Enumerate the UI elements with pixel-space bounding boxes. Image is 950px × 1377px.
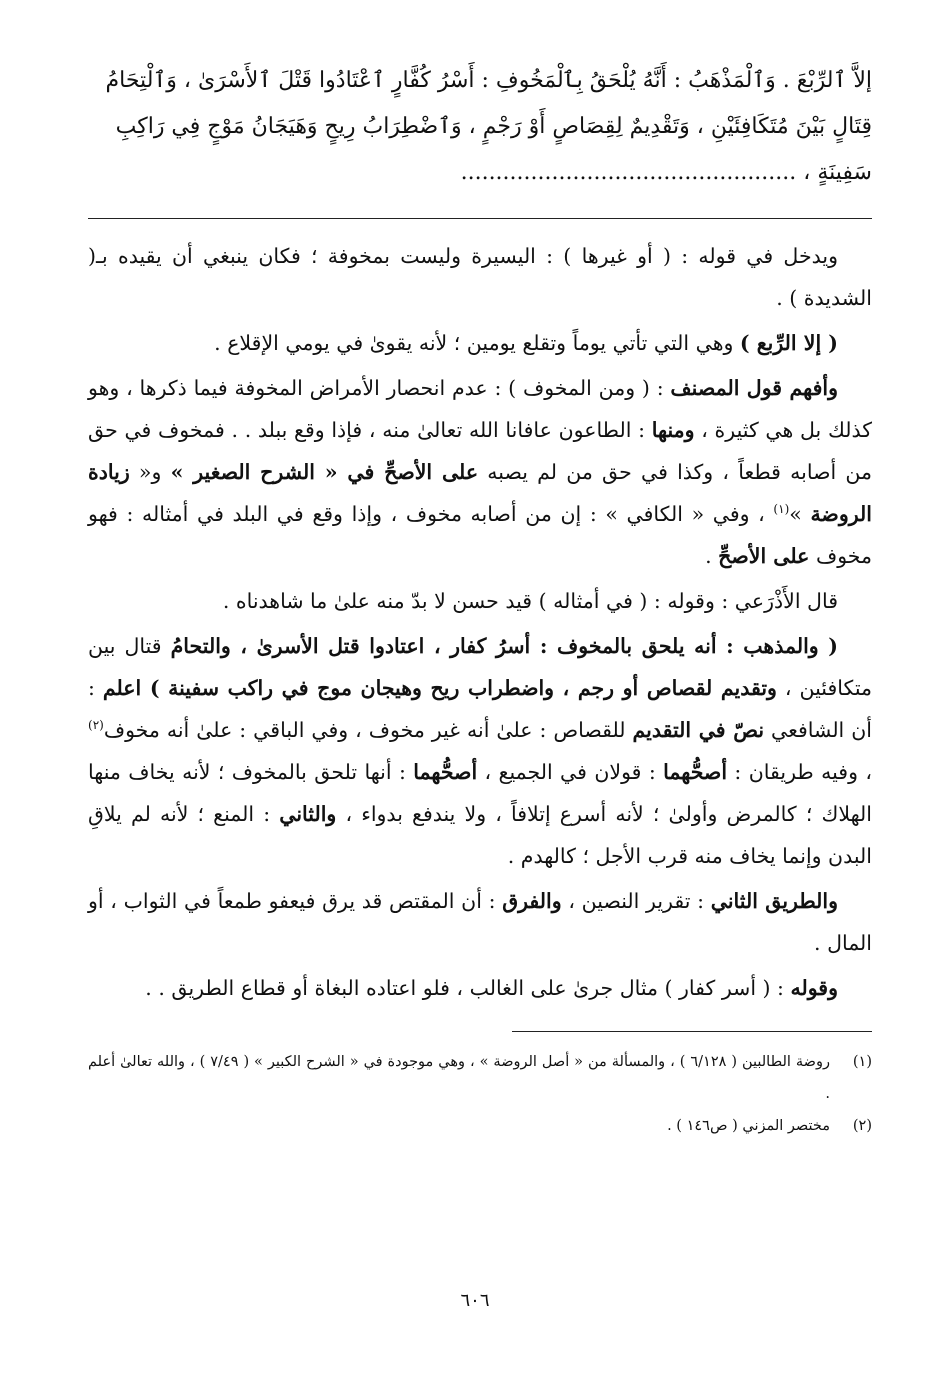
text-run: ، وفي « الكافي » : إن من أصابه مخوف ، وإذا وقع في البلد في أمثاله : فهو مخوف [88,502,872,568]
footnote [88,1110,872,1142]
bold-phrase: والثاني [279,802,337,826]
text-run: » [789,502,811,526]
bold-phrase: والطريق الثاني [710,889,839,913]
bold-phrase: والفرق [502,889,562,913]
book-page [88,58,872,1377]
sharh-text [88,235,872,1009]
bold-phrase: ( إلا الرِّبع ) [739,331,838,355]
bold-phrase: ومنها [651,418,695,442]
paragraph [88,880,872,964]
footnote-marker[interactable]: (١) [773,502,790,517]
text-run: : الطاعون عافانا الله تعالىٰ منه ، فإذا وقع ببلد . . فمخوف في حق من أصابه قطعاً ، وكذا في حق من لم يصبه [88,418,872,484]
matn-separator [88,218,872,219]
text-run: قتال بين متكافئين ، [88,634,872,700]
paragraph: ويدخل في قوله : ( أو غيرها ) : اليسيرة وليست بمخوفة ؛ فكان ينبغي أن يقيده بـ( الشديدة ) . [88,244,872,310]
text-run: و« [129,460,171,484]
matn-line-text: سَفِينَةٍ ، [803,160,872,185]
text-run: وهي التي تأتي يوماً وتقلع يومين ؛ لأنه يقوىٰ في يومي الإقلاع . [214,331,740,355]
bold-phrase: نصّ في التقديم [632,718,765,742]
text-run: : تقرير النصين ، [561,889,711,913]
footnote [88,1046,872,1110]
footnotes [88,1046,872,1142]
text-run: للقصاص : علىٰ أنه غير مخوف ، وفي الباقي : علىٰ أنه مخوف [103,718,633,742]
bold-phrase: وأفهم قول المصنف [670,376,838,400]
bold-phrase: وقوله [790,976,838,1000]
text-run: ، وفيه طريقان : [727,760,873,784]
bold-phrase: على الأصحِّ [718,544,810,568]
text-run: : المنع ؛ لأنه لم يلاقِ البدن وإنما يخاف منه قرب الأجل ؛ كالهدم . [88,802,872,868]
paragraph [88,625,872,877]
bold-phrase: أصحُّهما [663,760,728,784]
matn-text [88,58,872,196]
text-run: : أن الشافعي [88,676,872,742]
bold-phrase: وتقديم لقصاص أو رجم ، واضطراب ريح وهيجان موج في راكب سفينة ) اعلم [102,676,777,700]
footnote-text: مختصر المزني ( ص١٤٦ ) . [667,1118,830,1134]
bold-phrase: على الأصحِّ في « الشرح الصغير » [170,460,479,484]
matn-line: إلاَّ ٱلرِّبْعَ . وَٱلْمَذْهَبُ : أَنَّهُ يُلْحَقُ بِٱلْمَخُوفِ : أَسْرُ كُفَّارٍ ٱعْتَادُوا قَتْلَ ٱلأَسْرَىٰ ، وَٱلْتِحَامُ [105,68,872,93]
paragraph: قال الأَذْرَعي : وقوله : ( في أمثاله ) قيد حسن لا بدّ منه علىٰ ما شاهدناه . [222,589,838,613]
paragraph [88,967,872,1009]
footnote-text: روضة الطالبين ( ٦/١٢٨ ) ، والمسألة من « أصل الروضة » ، وهي موجودة في « الشرح الكبير » ( ٧/٤٩ ) ، والله تعالىٰ أعلم . [88,1054,830,1102]
footnote-separator [512,1031,872,1032]
text-run: : أنها تلحق بالمخوف ؛ لأنه يخاف منها الهلاك ؛ كالمرض وأولىٰ ؛ لأنه أسرع إتلافاً ، ولا يندفع بدواء ، [88,760,872,826]
bold-phrase: زيادة الروضة [88,460,872,526]
matn-line: قِتَالٍ بَيْنَ مُتَكَافِئَيْنِ ، وَتَقْدِيمٌ لِقِصَاصٍ أَوْ رَجْمٍ ، وَٱضْطِرَابُ رِيحٍ وَهَيَجَانُ مَوْجٍ فِي رَاكِبِ [115,114,872,139]
matn-line [88,150,872,196]
page-number: ٦٠٦ [460,1290,490,1311]
paragraph [88,367,872,577]
footnote-number: (٢) [852,1118,872,1134]
text-run: : أن المقتص قد يرق فيعفو طمعاً في الثواب ، أو المال . [88,889,872,955]
paragraph [88,322,872,364]
matn-dots: ................................................ [460,160,797,185]
text-run: : ( ومن المخوف ) : عدم انحصار الأمراض المخوفة فيما ذكرها ، وهو كذلك بل هي كثيرة ، [88,376,872,442]
text-run: . [705,544,719,568]
text-run: : ( أسر كفار ) مثال جرىٰ على الغالب ، فلو اعتاده البغاة أو قطاع الطريق . . [145,976,791,1000]
footnote-marker[interactable]: (٢) [88,718,104,733]
text-run: : قولان في الجميع ، [477,760,664,784]
bold-phrase: ( والمذهب : أنه يلحق بالمخوف : أسرُ كفار ، اعتادوا قتل الأسرىٰ ، والتحامُ [170,634,839,658]
footnote-number: (١) [852,1054,872,1070]
bold-phrase: أصحُّهما [413,760,478,784]
